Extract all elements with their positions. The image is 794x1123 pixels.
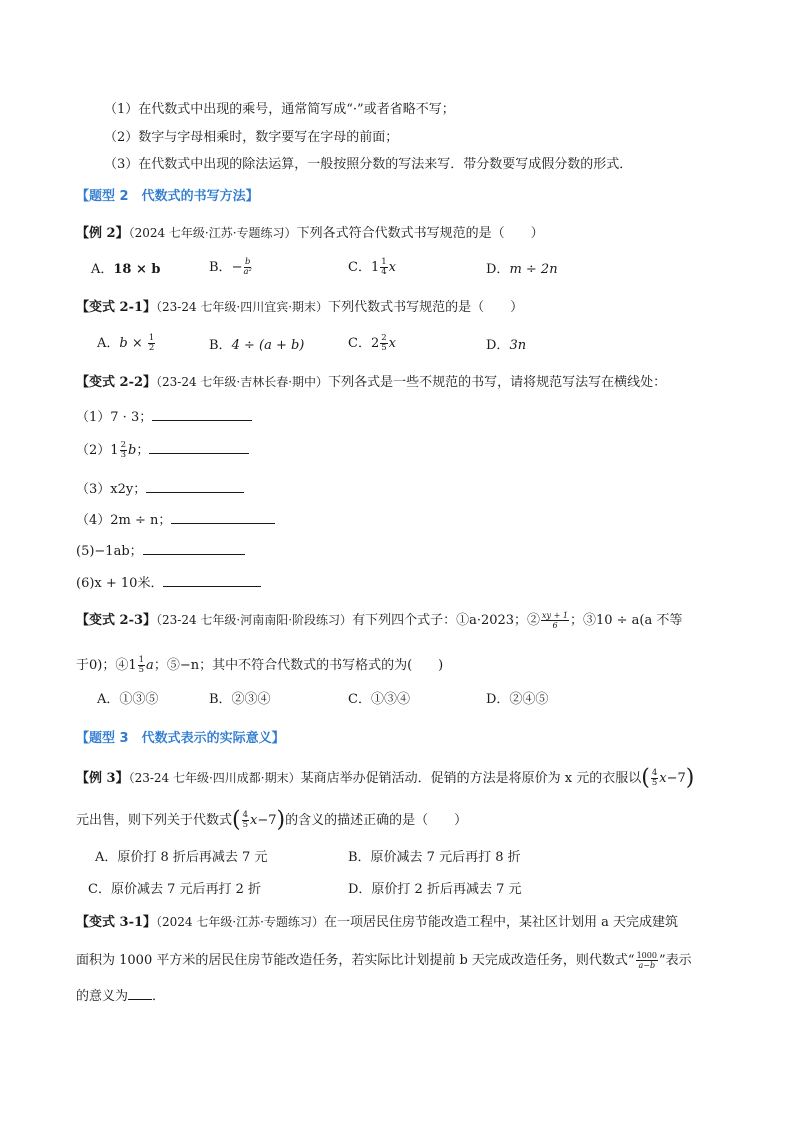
variant-3-1-line-3 <box>76 987 165 1006</box>
expression-text: ①a·2023；② <box>456 613 541 628</box>
option-d <box>486 261 558 279</box>
option-c: C．原价减去 7 元后再打 2 折 <box>88 882 262 897</box>
answer-blank <box>146 480 244 493</box>
option-value: m ÷ 2n <box>509 262 558 277</box>
option-b: B．原价减去 7 元后再打 8 折 <box>348 850 521 865</box>
source: （2024 七年级·江苏·专题练习） <box>128 226 297 240</box>
item-text: （4）2m ÷ n； <box>76 513 172 528</box>
rule-2: （2）数字与字母相乘时，数字要写在字母的前面； <box>104 130 399 145</box>
variant-3-1-line-2: 面积为 1000 平方米的居民住房节能改造任务，若实际比计划提前 b 天完成改造任务，则代数式“ $\frac{1000}{a-b}$ ”表示 <box>76 951 692 970</box>
item-text: （2） <box>76 443 111 458</box>
answer-blank <box>143 542 245 555</box>
item-text: （3）x2y； <box>76 482 147 497</box>
question-text: ． <box>152 989 166 1004</box>
question-text: 的意义为 <box>76 989 129 1004</box>
example-3-line-2: 元出售，则下列关于代数式( $\frac{4}{5}$ x−7)的含义的描述正确的是（ ） <box>76 807 468 833</box>
option-a <box>91 261 161 279</box>
option-b <box>209 337 304 355</box>
option-label: A． <box>91 262 114 277</box>
question-text: 有下列四个式子： <box>352 613 457 628</box>
option-a: A．b × $\frac{1}{2}$ <box>97 333 155 353</box>
option-c: C．2 2 5 x <box>348 333 396 353</box>
item-5 <box>76 542 245 561</box>
item-6 <box>76 574 261 593</box>
question-text: 元出售，则下列关于代数式 <box>76 813 233 828</box>
option-label: D． <box>486 338 510 353</box>
source: （23-24 七年级·吉林长春·期中） <box>156 375 329 389</box>
option-value: 3n <box>509 338 527 353</box>
rule-3: （3）在代数式中出现的除法运算，一般按照分数的写法来写．带分数要写成假分数的形式． <box>104 157 633 172</box>
heading-type-3: 【题型 3 代数式表示的实际意义】 <box>76 731 285 746</box>
option-a: A．①③⑤ <box>97 692 159 707</box>
item-2: （2）1 2 3 b ； <box>76 441 249 460</box>
expression-text: 于0)；④ <box>76 658 129 673</box>
question-text: 某商店举办促销活动．促销的方法是将原价为 x 元的衣服以 <box>300 771 642 786</box>
question-text: 面积为 1000 平方米的居民住房节能改造任务，若实际比计划提前 b 天完成改造任务，则代数式“ <box>76 953 635 968</box>
option-value: 4 ÷ (a + b) <box>231 338 305 353</box>
option-d: D．②④⑤ <box>486 692 549 707</box>
item-3 <box>76 480 244 499</box>
item-text: (5)−1ab； <box>76 544 143 559</box>
variant-2-3-question: 【变式 2-3】（23-24 七年级·河南南阳·阶段练习）有下列四个式子：①a·2023；② $\frac{xy + 1}{6}$ ；③10 ÷ a(a 不等 <box>76 611 683 630</box>
option-label: C． <box>348 260 371 275</box>
question-text: ”表示 <box>658 953 692 968</box>
option-c <box>348 258 396 277</box>
expression-text: ；③10 ÷ a(a 不等 <box>569 613 683 628</box>
option-d: D．原价打 2 折后再减去 7 元 <box>348 882 522 897</box>
option-label: B． <box>209 338 232 353</box>
answer-blank <box>152 408 252 421</box>
item-text: (6)x + 10米． <box>76 576 164 591</box>
variant-3-1-question <box>76 913 678 932</box>
option-label: A． <box>97 336 120 351</box>
answer-blank <box>171 511 275 524</box>
option-a: A．原价打 8 折后再减去 7 元 <box>95 850 268 865</box>
source: （23-24 七年级·四川宜宾·期末） <box>156 300 329 314</box>
item-4 <box>76 511 275 530</box>
option-label: B． <box>209 260 232 275</box>
option-b: B．− $\frac{b}{\text{a²}}$ <box>209 257 252 277</box>
source: （2024 七年级·江苏·专题练习） <box>156 915 324 929</box>
fraction: $\frac{b}{\text{a²}}$ <box>243 257 252 277</box>
variant-2-1-question <box>76 298 523 317</box>
question-text: 的含义的描述正确的是（ ） <box>285 813 468 828</box>
example-3-question: 【例 3】（23-24 七年级·四川成都·期末）某商店举办促销活动．促销的方法是将原价为 x 元的衣服以( $\frac{4}{5}$ x−7) <box>76 765 695 791</box>
source: （23-24 七年级·河南南阳·阶段练习） <box>156 613 353 627</box>
source: （23-24 七年级·四川成都·期末） <box>128 771 301 785</box>
variant-2-2-question <box>76 373 666 392</box>
option-value: 18 × b <box>113 262 161 277</box>
variant-tag: 【变式 2-1】 <box>76 300 157 315</box>
example-2-question <box>76 224 544 243</box>
example-tag: 【例 3】 <box>76 771 129 786</box>
heading-type-2: 【题型 2 代数式的书写方法】 <box>76 189 259 204</box>
option-c: C．①③④ <box>348 692 410 707</box>
rule-1: （1）在代数式中出现的乘号，通常简写成“·”或者省略不写； <box>104 102 455 117</box>
variant-tag: 【变式 2-2】 <box>76 375 157 390</box>
option-label: D． <box>486 262 510 277</box>
option-label: C． <box>348 336 371 351</box>
variant-tag: 【变式 3-1】 <box>76 915 157 930</box>
question-text: 下列各式是一些不规范的书写，请将规范写法写在横线处： <box>328 375 667 390</box>
variant-tag: 【变式 2-3】 <box>76 613 157 628</box>
mixed-number: 1 1 4 x <box>370 257 396 277</box>
question-text: 下列代数式书写规范的是（ ） <box>328 300 524 315</box>
variant-2-3-line-2: 于0)；④1 1 5 a ；⑤−n；其中不符合代数式的书写格式的为( ) <box>76 655 444 675</box>
answer-blank <box>149 441 249 454</box>
answer-blank <box>163 574 261 587</box>
question-text: 在一项居民住房节能改造工程中，某社区计划用 a 天完成建筑 <box>324 915 679 930</box>
option-b: B．②③④ <box>209 692 271 707</box>
example-tag: 【例 2】 <box>76 226 129 241</box>
expression-text: ；⑤−n；其中不符合代数式的书写格式的为( ) <box>153 658 444 673</box>
answer-blank <box>128 987 152 1000</box>
item-text: （1）7 · 3； <box>76 410 153 425</box>
item-1 <box>76 408 252 427</box>
option-d <box>486 337 526 355</box>
question-text: 下列各式符合代数式书写规范的是（ ） <box>296 226 544 241</box>
